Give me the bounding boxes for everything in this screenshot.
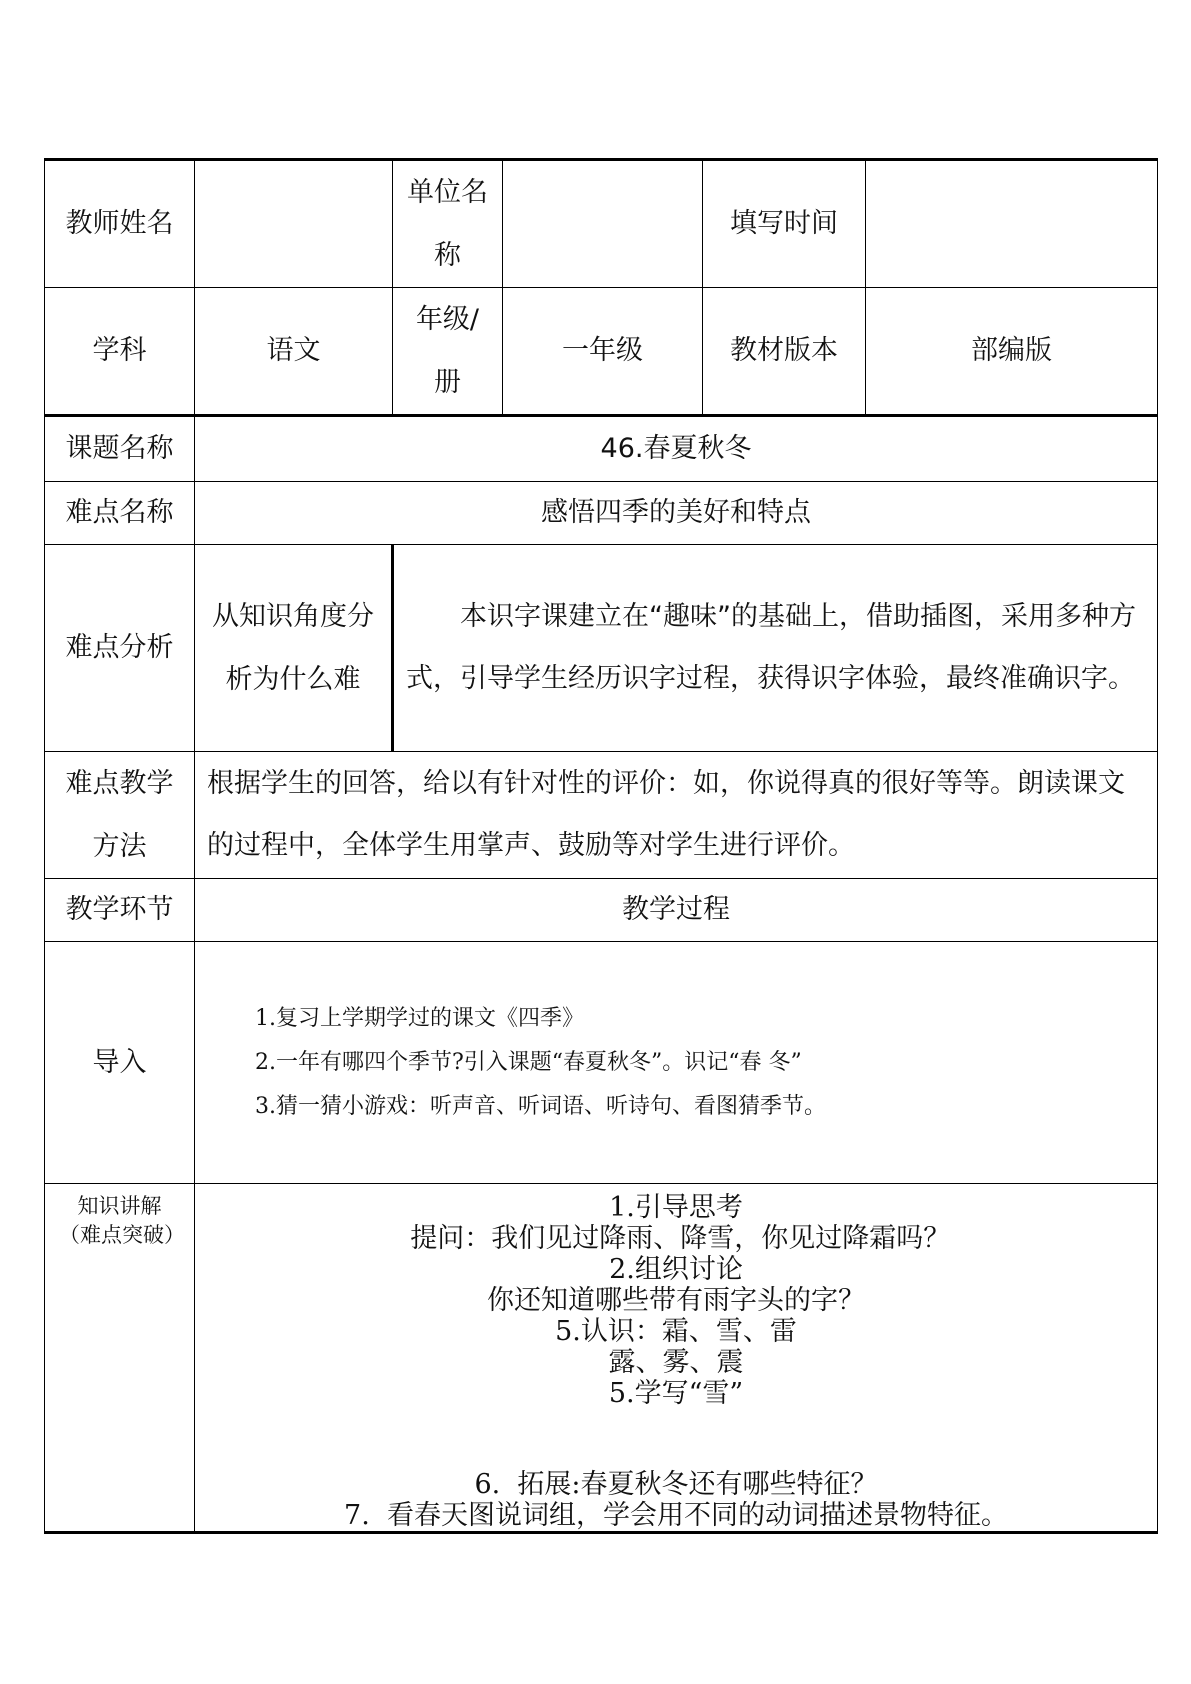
topic-value: 46.春夏秋冬 xyxy=(195,416,1158,482)
intro-item: 1.复习上学期学过的课文《四季》 xyxy=(255,1005,584,1031)
knowledge-line: 5.认识：霜、雪、雷 xyxy=(555,1316,797,1347)
process-header-row xyxy=(45,879,1158,942)
textbook-label: 教材版本 xyxy=(703,288,866,416)
grade-label xyxy=(393,288,503,416)
analysis-text-cell xyxy=(393,545,1158,752)
header-row-2 xyxy=(45,288,1158,416)
knowledge-label: 知识讲解（难点突破） xyxy=(59,1194,185,1247)
method-text-cell xyxy=(195,752,1158,879)
intro-label: 导入 xyxy=(45,942,195,1184)
knowledge-line: 1.引导思考 xyxy=(609,1192,743,1223)
stage-label: 教学环节 xyxy=(45,879,195,942)
analysis-sub-label-text: 从知识角度分析为什么难 xyxy=(212,601,374,695)
knowledge-line: 露、雾、震 xyxy=(608,1347,744,1378)
analysis-row xyxy=(45,545,1158,752)
grade-value: 一年级 xyxy=(503,288,703,416)
knowledge-line: 5.学写“雪” xyxy=(608,1378,744,1409)
textbook-value: 部编版 xyxy=(866,288,1158,416)
method-row xyxy=(45,752,1158,879)
method-text: 根据学生的回答，给以有针对性的评价：如，你说得真的很好等等。朗读课文的过程中，全体学生用掌声、鼓励等对学生进行评价。 xyxy=(207,768,1125,861)
process-label: 教学过程 xyxy=(195,879,1158,942)
knowledge-line: 你还知道哪些带有雨字头的字？ xyxy=(487,1285,865,1316)
fill-time-label: 填写时间 xyxy=(703,160,866,288)
teacher-name-label: 教师姓名 xyxy=(45,160,195,288)
knowledge-line: 7. 看春天图说词组，学会用不同的动词描述景物特征。 xyxy=(344,1500,1008,1531)
unit-name-value xyxy=(503,160,703,288)
unit-name-label-text: 单位名称 xyxy=(407,177,488,271)
fill-time-value xyxy=(866,160,1158,288)
knowledge-line: 6. 拓展:春夏秋冬还有哪些特征？ xyxy=(474,1469,878,1500)
subject-value: 语文 xyxy=(195,288,393,416)
method-label-text: 难点教学方法 xyxy=(65,768,174,862)
knowledge-line: 2.组织讨论 xyxy=(609,1254,743,1285)
intro-row xyxy=(45,942,1158,1184)
knowledge-content-cell xyxy=(195,1184,1158,1533)
difficulty-label: 难点名称 xyxy=(45,482,195,545)
teacher-name-value xyxy=(195,160,393,288)
intro-item: 3.猜一猜小游戏：听声音、听词语、听诗句、看图猜季节。 xyxy=(255,1093,826,1119)
topic-label: 课题名称 xyxy=(45,416,195,482)
intro-item: 2.一年有哪四个季节?引入课题“春夏秋冬”。识记“春 冬” xyxy=(255,1049,802,1075)
intro-list xyxy=(195,997,1157,1129)
analysis-text: 本识字课建立在“趣味”的基础上，借助插图，采用多种方式，引导学生经历识字过程，获得识字体验，最终准确识字。 xyxy=(406,601,1136,694)
lesson-plan-table xyxy=(44,158,1158,1534)
grade-label-text: 年级/册 xyxy=(415,304,480,398)
analysis-label: 难点分析 xyxy=(45,545,195,752)
difficulty-value: 感悟四季的美好和特点 xyxy=(195,482,1158,545)
difficulty-row xyxy=(45,482,1158,545)
unit-name-label xyxy=(393,160,503,288)
header-row-1 xyxy=(45,160,1158,288)
intro-content-cell xyxy=(195,942,1158,1184)
method-label xyxy=(45,752,195,879)
knowledge-row xyxy=(45,1184,1158,1533)
knowledge-label-cell xyxy=(45,1184,195,1533)
analysis-sub-label xyxy=(195,545,393,752)
subject-label: 学科 xyxy=(45,288,195,416)
knowledge-gap xyxy=(205,1409,1147,1469)
topic-row xyxy=(45,416,1158,482)
knowledge-line: 提问：我们见过降雨、降雪，你见过降霜吗？ xyxy=(401,1223,951,1254)
